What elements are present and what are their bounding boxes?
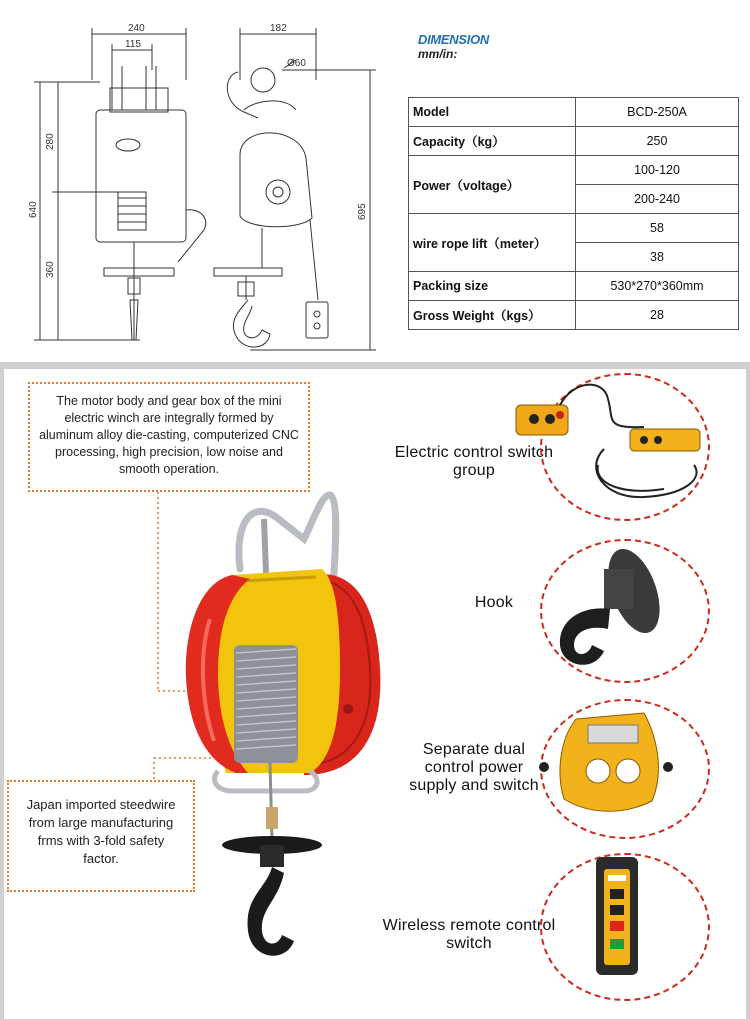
technical-drawing <box>0 0 400 362</box>
feature-images <box>4 369 746 1019</box>
spec-table <box>408 97 739 330</box>
spec-key: Power（voltage） <box>409 156 576 214</box>
spec-key: Model <box>409 98 576 127</box>
spec-value: 530*270*360mm <box>576 272 739 301</box>
spec-value: 250 <box>576 127 739 156</box>
units-label: mm/in: <box>418 47 458 61</box>
spec-value: 200-240 <box>576 185 739 214</box>
control-pendant-icon <box>516 385 700 497</box>
table-row <box>409 98 739 127</box>
dimension-label <box>418 32 489 61</box>
features-section <box>0 369 750 1019</box>
table-row <box>409 301 739 330</box>
hook-icon <box>560 542 670 665</box>
dim-182: 182 <box>270 23 287 34</box>
feature-label-dual-control: Separate dual control power supply and switch <box>409 741 539 794</box>
feature-label-hook: Hook <box>474 594 514 611</box>
table-row <box>409 272 739 301</box>
spec-key: Capacity（kg） <box>409 127 576 156</box>
remote-icon <box>596 857 638 975</box>
power-plate-icon <box>539 713 673 811</box>
motor-body-note-text: The motor body and gear box of the mini electric winch are integrally formed by aluminum alloy die-casting, computerized CNC processing, high precision, low noise and smooth operation. <box>39 394 299 476</box>
dim-240: 240 <box>128 23 145 34</box>
spec-value: BCD-250A <box>576 98 739 127</box>
section-divider <box>0 362 750 369</box>
spec-key: Packing size <box>409 272 576 301</box>
dim-360: 360 <box>45 261 56 278</box>
dimension-section <box>0 0 750 362</box>
dim-115: 115 <box>125 39 141 50</box>
table-row <box>409 127 739 156</box>
dim-695: 695 <box>357 203 368 220</box>
steel-wire-note-text: Japan imported steedwire from large manufacturing frms with 3-fold safety factor. <box>26 797 176 866</box>
spec-key: wire rope lift（meter） <box>409 214 576 272</box>
spec-value: 58 <box>576 214 739 243</box>
dim-640: 640 <box>28 201 39 218</box>
table-row <box>409 156 739 185</box>
spec-value: 100-120 <box>576 156 739 185</box>
spec-value: 38 <box>576 243 739 272</box>
dim-diameter: Ø60 <box>287 58 306 69</box>
spec-value: 28 <box>576 301 739 330</box>
feature-label-control-switch-group: Electric control switch group <box>394 444 554 479</box>
dimension-title: DIMENSION <box>418 32 489 47</box>
table-row <box>409 214 739 243</box>
feature-label-wireless-remote: Wireless remote control switch <box>382 917 556 952</box>
spec-key: Gross Weight（kgs） <box>409 301 576 330</box>
dim-280: 280 <box>45 133 56 150</box>
